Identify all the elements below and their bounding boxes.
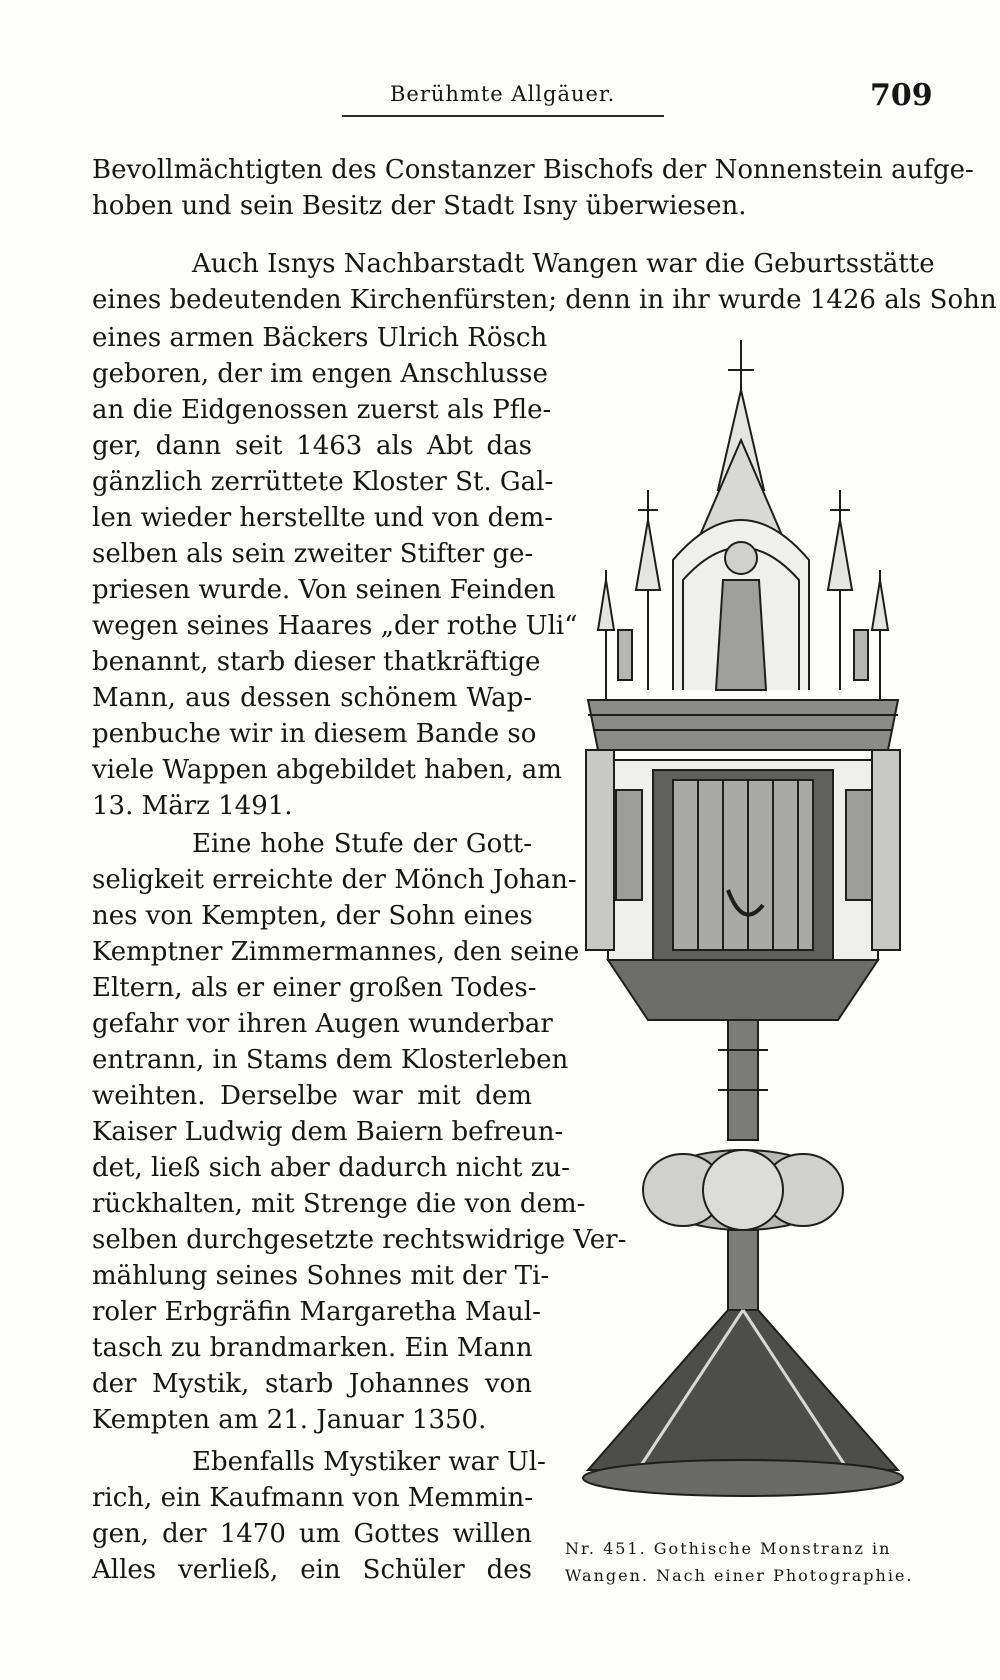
text-line: gen, der 1470 um Gottes willen	[92, 1519, 532, 1549]
text-line: tasch zu brandmarken. Ein Mann	[92, 1333, 533, 1363]
text-line: selben als sein zweiter Stifter ge-	[92, 539, 534, 569]
text-line: Kempten am 21. Januar 1350.	[92, 1405, 487, 1435]
text-line: Kemptner Zimmermannes, den seine	[92, 937, 580, 967]
text-line: seligkeit erreichte der Mönch Johan-	[92, 865, 577, 895]
text-line: selben durchgesetzte rechtswidrige Ver-	[92, 1225, 627, 1255]
caption-line: Nr. 451. Gothische Monstranz in	[565, 1539, 892, 1558]
text-line: wegen seines Haares „der rothe Uli“	[92, 611, 578, 641]
monstrance-illustration	[578, 330, 933, 1505]
text-line: penbuche wir in diesem Bande so	[92, 719, 537, 749]
text-line: roler Erbgräfin Margaretha Maul-	[92, 1297, 541, 1327]
text-line: rückhalten, mit Strenge die von dem-	[92, 1189, 586, 1219]
page-number: 709	[870, 78, 933, 113]
running-title: Berühmte Allgäuer.	[390, 82, 616, 106]
text-line: eines bedeutenden Kirchenfürsten; denn in ihr wurde 1426 als Sohn	[92, 285, 997, 315]
text-line: Eltern, als er einer großen Todes-	[92, 973, 537, 1003]
figure-caption	[565, 1535, 920, 1589]
text-line: der Mystik, starb Johannes von	[92, 1369, 532, 1399]
running-head	[0, 78, 1000, 118]
text-line: len wieder herstellte und von dem-	[92, 503, 554, 533]
text-line: rich, ein Kaufmann von Memmin-	[92, 1483, 534, 1513]
text-line: gänzlich zerrüttete Kloster St. Gal-	[92, 467, 554, 497]
text-line: benannt, starb dieser thatkräftige	[92, 647, 541, 677]
text-line: viele Wappen abgebildet haben, am	[92, 755, 562, 785]
text-line: Auch Isnys Nachbarstadt Wangen war die Geburtsstätte	[192, 249, 935, 279]
text-line: Mann, aus dessen schönem Wap-	[92, 683, 532, 713]
text-line: mählung seines Sohnes mit der Ti-	[92, 1261, 550, 1291]
text-line: Ebenfalls Mystiker war Ul-	[192, 1447, 546, 1477]
text-line: geboren, der im engen Anschlusse	[92, 359, 548, 389]
text-line: Alles verließ, ein Schüler des	[92, 1555, 532, 1585]
text-line: Kaiser Ludwig dem Baiern befreun-	[92, 1117, 564, 1147]
text-line: Eine hohe Stufe der Gott-	[192, 829, 532, 859]
text-line: hoben und sein Besitz der Stadt Isny überwiesen.	[92, 191, 747, 221]
text-line: entrann, in Stams dem Klosterleben	[92, 1045, 569, 1075]
text-line: Bevollmächtigten des Constanzer Bischofs der Nonnenstein aufge-	[92, 155, 974, 185]
text-line: nes von Kempten, der Sohn eines	[92, 901, 533, 931]
text-line: 13. März 1491.	[92, 791, 293, 821]
text-line: ger, dann seit 1463 als Abt das	[92, 431, 532, 461]
text-line: priesen wurde. Von seinen Feinden	[92, 575, 556, 605]
text-line: an die Eidgenossen zuerst als Pfle-	[92, 395, 552, 425]
header-rule	[342, 115, 664, 117]
text-line: gefahr vor ihren Augen wunderbar	[92, 1009, 553, 1039]
text-line: eines armen Bäckers Ulrich Rösch	[92, 323, 548, 353]
text-line: det, ließ sich aber dadurch nicht zu-	[92, 1153, 570, 1183]
caption-line: Wangen. Nach einer Photographie.	[565, 1566, 914, 1585]
text-line: weihten. Derselbe war mit dem	[92, 1081, 532, 1111]
